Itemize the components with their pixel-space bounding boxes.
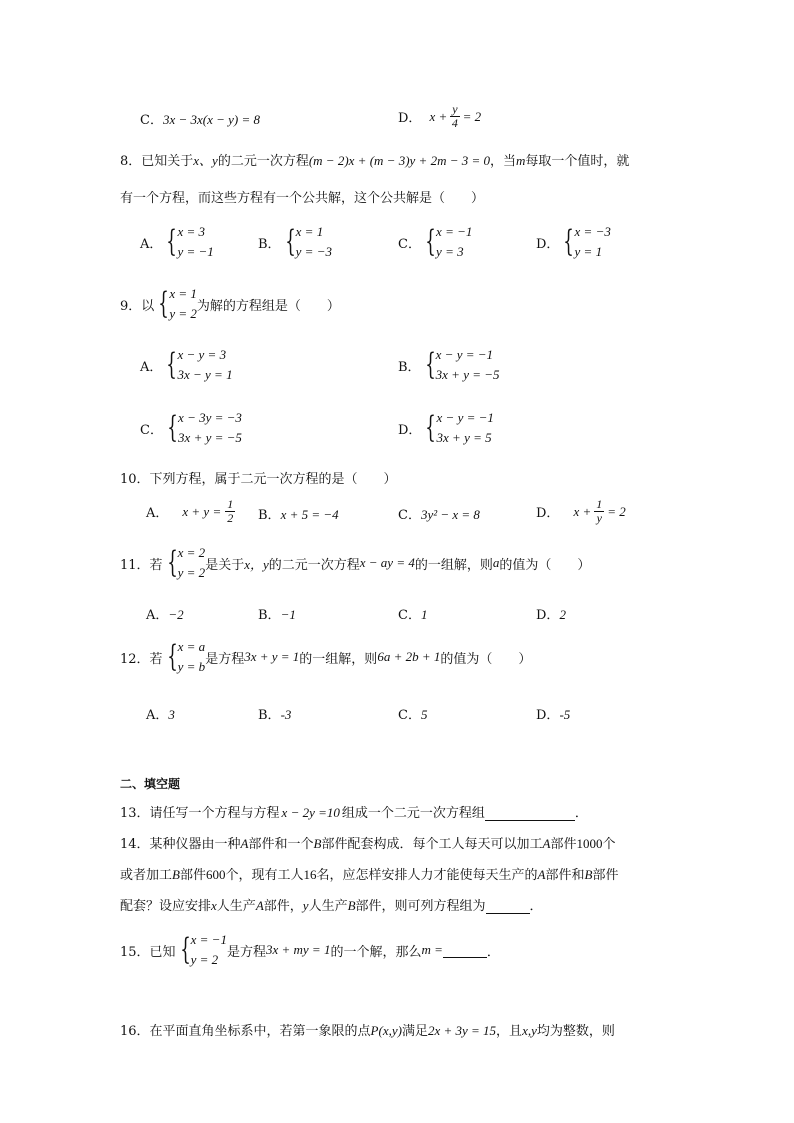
- option-expression-prefix: x +: [573, 503, 592, 519]
- stem-text: 有一个方程，而这些方程有一个公共解，这个公共解是（ ）: [120, 191, 485, 206]
- brace-symbol: {: [284, 224, 296, 259]
- system-line: x − y = −1: [435, 347, 494, 362]
- stem-text: 个，现有工人: [225, 868, 304, 883]
- equation: 2x + 3y = 15: [427, 1023, 497, 1038]
- fraction: [594, 498, 604, 525]
- brace-symbol: {: [563, 224, 575, 259]
- stem-text: 13．请任写一个方程与方程: [120, 806, 280, 821]
- stem-text: 均为整数，则: [536, 1024, 615, 1039]
- option-label: A．: [146, 506, 169, 521]
- fraction-denominator: 4: [451, 116, 458, 130]
- system-line: x − y = 3: [177, 347, 227, 362]
- system-line: 3x − y = 1: [177, 367, 233, 382]
- system-line: y = b: [177, 659, 206, 674]
- q8-option-c: [398, 222, 472, 262]
- equation-system: [176, 930, 227, 970]
- q8-stem-line1: [120, 150, 629, 169]
- fraction: [450, 103, 459, 130]
- system-line: x = a: [177, 639, 206, 654]
- stem-text: 部件和一个: [248, 837, 314, 852]
- q9-option-b: [398, 345, 500, 385]
- stem-text: 是方程: [226, 944, 266, 960]
- variables: x，y: [244, 556, 269, 572]
- stem-text: 的一组解，则: [299, 651, 378, 667]
- q8-option-d: [536, 222, 611, 262]
- system-line: y = −1: [177, 244, 214, 259]
- option-value: −1: [280, 607, 296, 622]
- stem-text: 部件: [592, 868, 619, 883]
- answer-blank[interactable]: [443, 943, 487, 958]
- stem-text: 满足: [401, 1024, 428, 1039]
- system-line: x = −1: [190, 932, 227, 947]
- system-line: x = 1: [169, 286, 197, 301]
- q11-option-b: [258, 604, 296, 623]
- stem-text: 的一个解，那么: [330, 944, 422, 960]
- q14-stem-line3: [120, 895, 543, 914]
- stem-text: 的一组解，则: [414, 557, 493, 573]
- equation-system: [421, 345, 500, 385]
- option-value: -3: [280, 707, 292, 722]
- variable-m: m =: [421, 942, 443, 957]
- fraction: [225, 498, 235, 525]
- option-value: 5: [420, 707, 428, 722]
- variables: x、y: [193, 153, 218, 168]
- fraction-numerator: 1: [227, 497, 234, 511]
- stem-text: 每取一个值时，就: [525, 154, 630, 169]
- option-expression: 3y² − x = 8: [420, 507, 480, 522]
- option-expression-suffix: = 2: [607, 503, 626, 519]
- stem-text: 部件: [550, 837, 577, 852]
- stem-text: 部件，: [263, 899, 303, 914]
- option-label: D．: [398, 111, 422, 126]
- stem-text: 为解的方程组是（ ）: [196, 298, 340, 314]
- q12-option-b: [258, 704, 291, 723]
- equation-system: [162, 222, 213, 262]
- part-b: B: [313, 836, 322, 851]
- option-label: B．: [258, 608, 281, 623]
- option-label: D．: [536, 506, 560, 521]
- q12-option-c: [398, 704, 427, 723]
- option-label: D．: [398, 422, 422, 438]
- system-line: y = 3: [436, 244, 464, 259]
- option-value: 1: [420, 607, 428, 622]
- stem-text: 名，应怎样安排人力才能使每天生产的: [316, 868, 538, 883]
- option-label: D．: [536, 236, 560, 252]
- answer-blank[interactable]: [486, 899, 530, 914]
- variable-m: m: [516, 153, 526, 168]
- variable-x: x: [211, 898, 217, 913]
- stem-text: 11．若: [120, 557, 163, 573]
- system-line: y = 2: [190, 952, 219, 967]
- q11-stem: [120, 543, 590, 583]
- stem-text: ．: [574, 806, 588, 821]
- q11-option-d: [536, 604, 566, 623]
- equation: 3x + y = 1: [244, 649, 300, 664]
- q8-stem-line2: [120, 187, 484, 206]
- stem-text: 9．以: [120, 298, 155, 314]
- option-label: C．: [140, 422, 163, 438]
- equation: 3x + my = 1: [265, 942, 331, 957]
- stem-text: 8．已知关于: [120, 154, 194, 169]
- number: 600: [205, 867, 226, 882]
- fraction-denominator: y: [596, 511, 602, 525]
- q16-stem: [120, 1020, 615, 1039]
- stem-text: 是方程: [205, 651, 245, 667]
- answer-blank[interactable]: [485, 806, 575, 821]
- option-label: B．: [258, 508, 281, 523]
- equation-system: [163, 408, 242, 448]
- number: 1000: [576, 836, 603, 851]
- system-line: y = 1: [574, 244, 603, 259]
- equation: (m − 2)x + (m − 3)y + 2m − 3 = 0: [308, 153, 490, 168]
- stem-text: 的二元一次方程: [268, 557, 360, 573]
- system-line: y = −3: [295, 244, 332, 259]
- stem-text: 的二元一次方程: [217, 154, 309, 169]
- option-label: A．: [140, 236, 163, 252]
- option-expression: 3x − 3x(x − y) = 8: [162, 112, 261, 127]
- equation: x − 2y =10: [281, 805, 340, 820]
- system-line: 3x + y = 5: [436, 430, 492, 445]
- equation-system: [162, 345, 232, 385]
- q14-stem-line2: [120, 864, 618, 883]
- stem-text: 人生产: [308, 899, 348, 914]
- variables: x,y: [522, 1023, 537, 1038]
- stem-text: ，且: [496, 1024, 523, 1039]
- q10-option-a: [146, 498, 235, 525]
- q7-option-c: [140, 109, 260, 128]
- stem-text: 个: [602, 837, 616, 852]
- stem-text: 的值为（ ）: [499, 557, 591, 573]
- q7-option-d: [398, 103, 481, 130]
- stem-text: 部件配套构成．每个工人每天可以加工: [321, 837, 543, 852]
- option-value: -5: [559, 707, 571, 722]
- stem-text: 15．已知: [120, 944, 176, 960]
- system-line: x = 2: [177, 545, 206, 560]
- stem-text: 组成一个二元一次方程组: [341, 806, 485, 821]
- part-a: A: [240, 836, 249, 851]
- q8-option-a: [140, 222, 214, 262]
- q12-option-a: [146, 704, 175, 723]
- stem-text: ．: [529, 899, 543, 914]
- expression: 6a + 2b + 1: [377, 649, 441, 664]
- stem-text: 14．某种仪器由一种: [120, 837, 241, 852]
- brace-symbol: {: [167, 410, 178, 445]
- stem-text: ，当: [490, 154, 517, 169]
- option-label: D．: [536, 608, 560, 623]
- q10-option-d: [536, 498, 626, 525]
- fraction-numerator: 1: [596, 497, 603, 511]
- stem-text: 的值为（ ）: [440, 651, 532, 667]
- stem-text: ．: [486, 944, 500, 960]
- part-b: B: [172, 867, 180, 882]
- system-line: y = 2: [177, 565, 206, 580]
- part-a: A: [542, 836, 551, 851]
- option-label: D．: [536, 708, 560, 723]
- q9-option-c: [140, 408, 242, 448]
- option-expression-prefix: x + y =: [182, 503, 222, 519]
- system-line: 3x + y = −5: [178, 430, 242, 445]
- equation-system: [281, 222, 332, 262]
- system-line: x − 3y = −3: [178, 410, 242, 425]
- option-expression-prefix: x +: [429, 108, 448, 124]
- system-line: x = −3: [574, 224, 611, 239]
- stem-text: 是关于: [205, 557, 245, 573]
- option-label: B．: [398, 359, 421, 375]
- section-title: 二、填空题: [120, 777, 181, 791]
- equation: x − ay = 4: [359, 555, 415, 570]
- part-b: B: [347, 898, 356, 913]
- option-label: B．: [258, 236, 281, 252]
- fraction-denominator: 2: [227, 511, 234, 525]
- brace-symbol: {: [158, 286, 170, 321]
- equation-system: [154, 284, 197, 324]
- q12-option-d: [536, 704, 570, 723]
- brace-symbol: {: [166, 639, 178, 674]
- equation-system: [559, 222, 610, 262]
- equation-system: [421, 408, 493, 448]
- q11-option-a: [146, 604, 184, 623]
- option-expression: x + 5 = −4: [280, 507, 339, 522]
- system-line: x = 1: [295, 224, 324, 239]
- option-label: C．: [398, 508, 421, 523]
- option-value: 2: [559, 607, 566, 622]
- stem-text: 部件，则可列方程组为: [355, 899, 486, 914]
- stem-text: 12．若: [120, 651, 163, 667]
- system-line: 3x + y = −5: [435, 367, 500, 382]
- q9-option-a: [140, 345, 233, 385]
- q10-option-c: [398, 504, 480, 523]
- brace-symbol: {: [166, 347, 178, 382]
- brace-symbol: {: [166, 224, 178, 259]
- brace-symbol: {: [179, 932, 191, 967]
- stem-text: 10．下列方程，属于二元一次方程的是（ ）: [120, 472, 397, 487]
- q11-option-c: [398, 604, 427, 623]
- q13-stem: [120, 802, 588, 821]
- q12-stem: [120, 637, 531, 677]
- fraction-numerator: y: [452, 102, 458, 116]
- q15-stem: [120, 930, 500, 970]
- equation-system: [163, 543, 206, 583]
- option-expression-suffix: = 2: [462, 108, 482, 124]
- stem-text: 16．在平面直角坐标系中，若第一象限的点: [120, 1024, 371, 1039]
- q14-stem-line1: [120, 833, 615, 852]
- stem-text: 部件: [179, 868, 206, 883]
- part-b: B: [584, 867, 593, 882]
- option-label: C．: [398, 708, 421, 723]
- point: P(x,y): [370, 1023, 402, 1038]
- part-a: A: [255, 898, 264, 913]
- brace-symbol: {: [166, 545, 178, 580]
- option-label: A．: [146, 708, 169, 723]
- q8-option-b: [258, 222, 332, 262]
- option-label: B．: [258, 708, 281, 723]
- option-label: A．: [140, 359, 163, 375]
- system-line: x = 3: [177, 224, 206, 239]
- system-line: y = 2: [169, 306, 197, 321]
- system-line: x − y = −1: [436, 410, 494, 425]
- option-label: C．: [140, 113, 163, 128]
- brace-symbol: {: [424, 347, 436, 382]
- stem-text: 配套？设应安排: [120, 899, 212, 914]
- variable-a: a: [492, 555, 500, 570]
- option-label: C．: [398, 608, 421, 623]
- option-label: A．: [146, 608, 169, 623]
- equation-system: [163, 637, 206, 677]
- option-label: C．: [398, 236, 421, 252]
- q10-stem: [120, 468, 397, 487]
- system-line: x = −1: [436, 224, 473, 239]
- q9-stem: [120, 284, 340, 324]
- variable-y: y: [302, 898, 309, 913]
- stem-text: 人生产: [216, 899, 256, 914]
- brace-symbol: {: [425, 410, 437, 445]
- stem-text: 或者加工: [120, 868, 173, 883]
- option-value: 3: [168, 707, 175, 722]
- number: 16: [303, 867, 317, 882]
- stem-text: 部件和: [545, 868, 585, 883]
- q10-option-b: [258, 504, 339, 523]
- brace-symbol: {: [425, 224, 436, 259]
- q9-option-d: [398, 408, 494, 448]
- equation-system: [421, 222, 472, 262]
- part-a: A: [537, 867, 546, 882]
- option-value: −2: [168, 607, 184, 622]
